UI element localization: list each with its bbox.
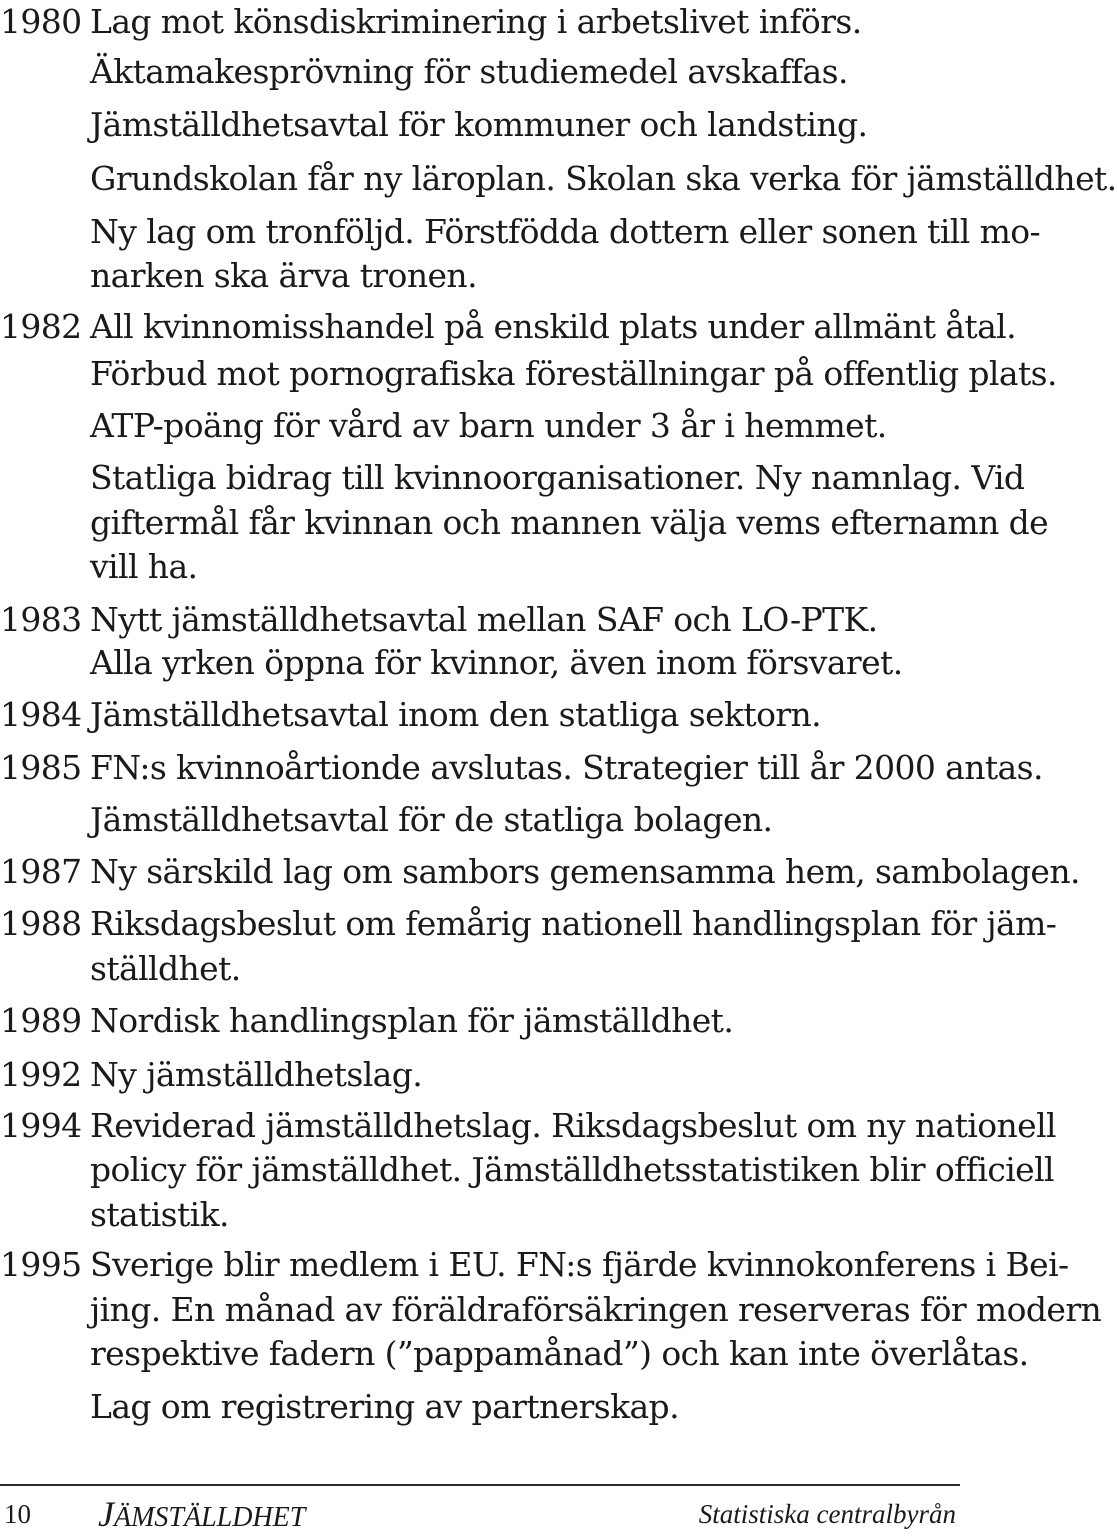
entry-line: Ny särskild lag om sambors gemensamma hem, sambolagen. <box>90 852 1080 891</box>
entry-line: Ny jämställdhetslag. <box>90 1055 423 1094</box>
entry-line: Äktamakesprövning för studiemedel avskaffas. <box>90 52 848 91</box>
entry-line: Förbud mot pornografiska föreställningar på offentlig plats. <box>90 354 1057 393</box>
entry-line: policy för jämställdhet. Jämställdhetsstatistiken blir officiell <box>90 1150 1054 1189</box>
entry-line: Lag mot könsdiskriminering i arbetslivet införs. <box>90 2 862 41</box>
entry-line: Riksdagsbeslut om femårig nationell handlingsplan för jäm- <box>90 904 1057 943</box>
entry-line: Nytt jämställdhetsavtal mellan SAF och LO-PTK. <box>90 600 878 639</box>
entry-year: 1988 <box>0 904 82 943</box>
entry-line: giftermål får kvinnan och mannen välja vems efternamn de <box>90 503 1049 542</box>
entry-line: Jämställdhetsavtal inom den statliga sektorn. <box>90 695 822 734</box>
entry-year: 1983 <box>0 600 82 639</box>
entry-year: 1989 <box>0 1001 82 1040</box>
entry-line: FN:s kvinnoårtionde avslutas. Strategier till år 2000 antas. <box>90 748 1043 787</box>
entry-line: Jämställdhetsavtal för de statliga bolagen. <box>90 800 773 839</box>
entry-line: vill ha. <box>90 547 198 586</box>
entry-line: jing. En månad av föräldraförsäkringen reserveras för modern <box>90 1290 1102 1329</box>
entry-line: All kvinnomisshandel på enskild plats under allmänt åtal. <box>90 307 1016 346</box>
entry-year: 1994 <box>0 1106 82 1145</box>
entry-line: Alla yrken öppna för kvinnor, även inom försvaret. <box>90 643 903 682</box>
running-header-title <box>98 1496 305 1536</box>
entry-line: statistik. <box>90 1195 229 1234</box>
entry-line: Grundskolan får ny läroplan. Skolan ska verka för jämställdhet. <box>90 159 1117 198</box>
entry-line: narken ska ärva tronen. <box>90 256 477 295</box>
entry-line: Jämställdhetsavtal för kommuner och landsting. <box>90 105 868 144</box>
section-title-initial: J <box>98 1494 114 1534</box>
entry-year: 1980 <box>0 2 82 41</box>
entry-year: 1985 <box>0 748 82 787</box>
entry-line: ATP-poäng för vård av barn under 3 år i hemmet. <box>90 406 887 445</box>
entry-year: 1995 <box>0 1245 82 1284</box>
footer-divider <box>0 1484 960 1486</box>
entry-line: respektive fadern (”pappamånad”) och kan inte överlåtas. <box>90 1334 1029 1373</box>
entry-line: Sverige blir medlem i EU. FN:s fjärde kvinnokonferens i Bei- <box>90 1245 1069 1284</box>
entry-line: Lag om registrering av partnerskap. <box>90 1387 679 1426</box>
entry-year: 1982 <box>0 307 82 346</box>
entry-year: 1987 <box>0 852 82 891</box>
section-title-rest: ÄMSTÄLLDHET <box>113 1502 306 1533</box>
entry-line: Reviderad jämställdhetslag. Riksdagsbeslut om ny nationell <box>90 1106 1056 1145</box>
entry-line: Nordisk handlingsplan för jämställdhet. <box>90 1001 734 1040</box>
entry-year: 1984 <box>0 695 82 734</box>
entry-line: ställdhet. <box>90 949 241 988</box>
entry-year: 1992 <box>0 1055 82 1094</box>
publisher-name: Statistiska centralbyrån <box>698 1499 956 1529</box>
entry-line: Statliga bidrag till kvinnoorganisationer. Ny namnlag. Vid <box>90 458 1025 497</box>
entry-line: Ny lag om tronföljd. Förstfödda dottern eller sonen till mo- <box>90 212 1041 251</box>
page-number: 10 <box>4 1499 31 1529</box>
